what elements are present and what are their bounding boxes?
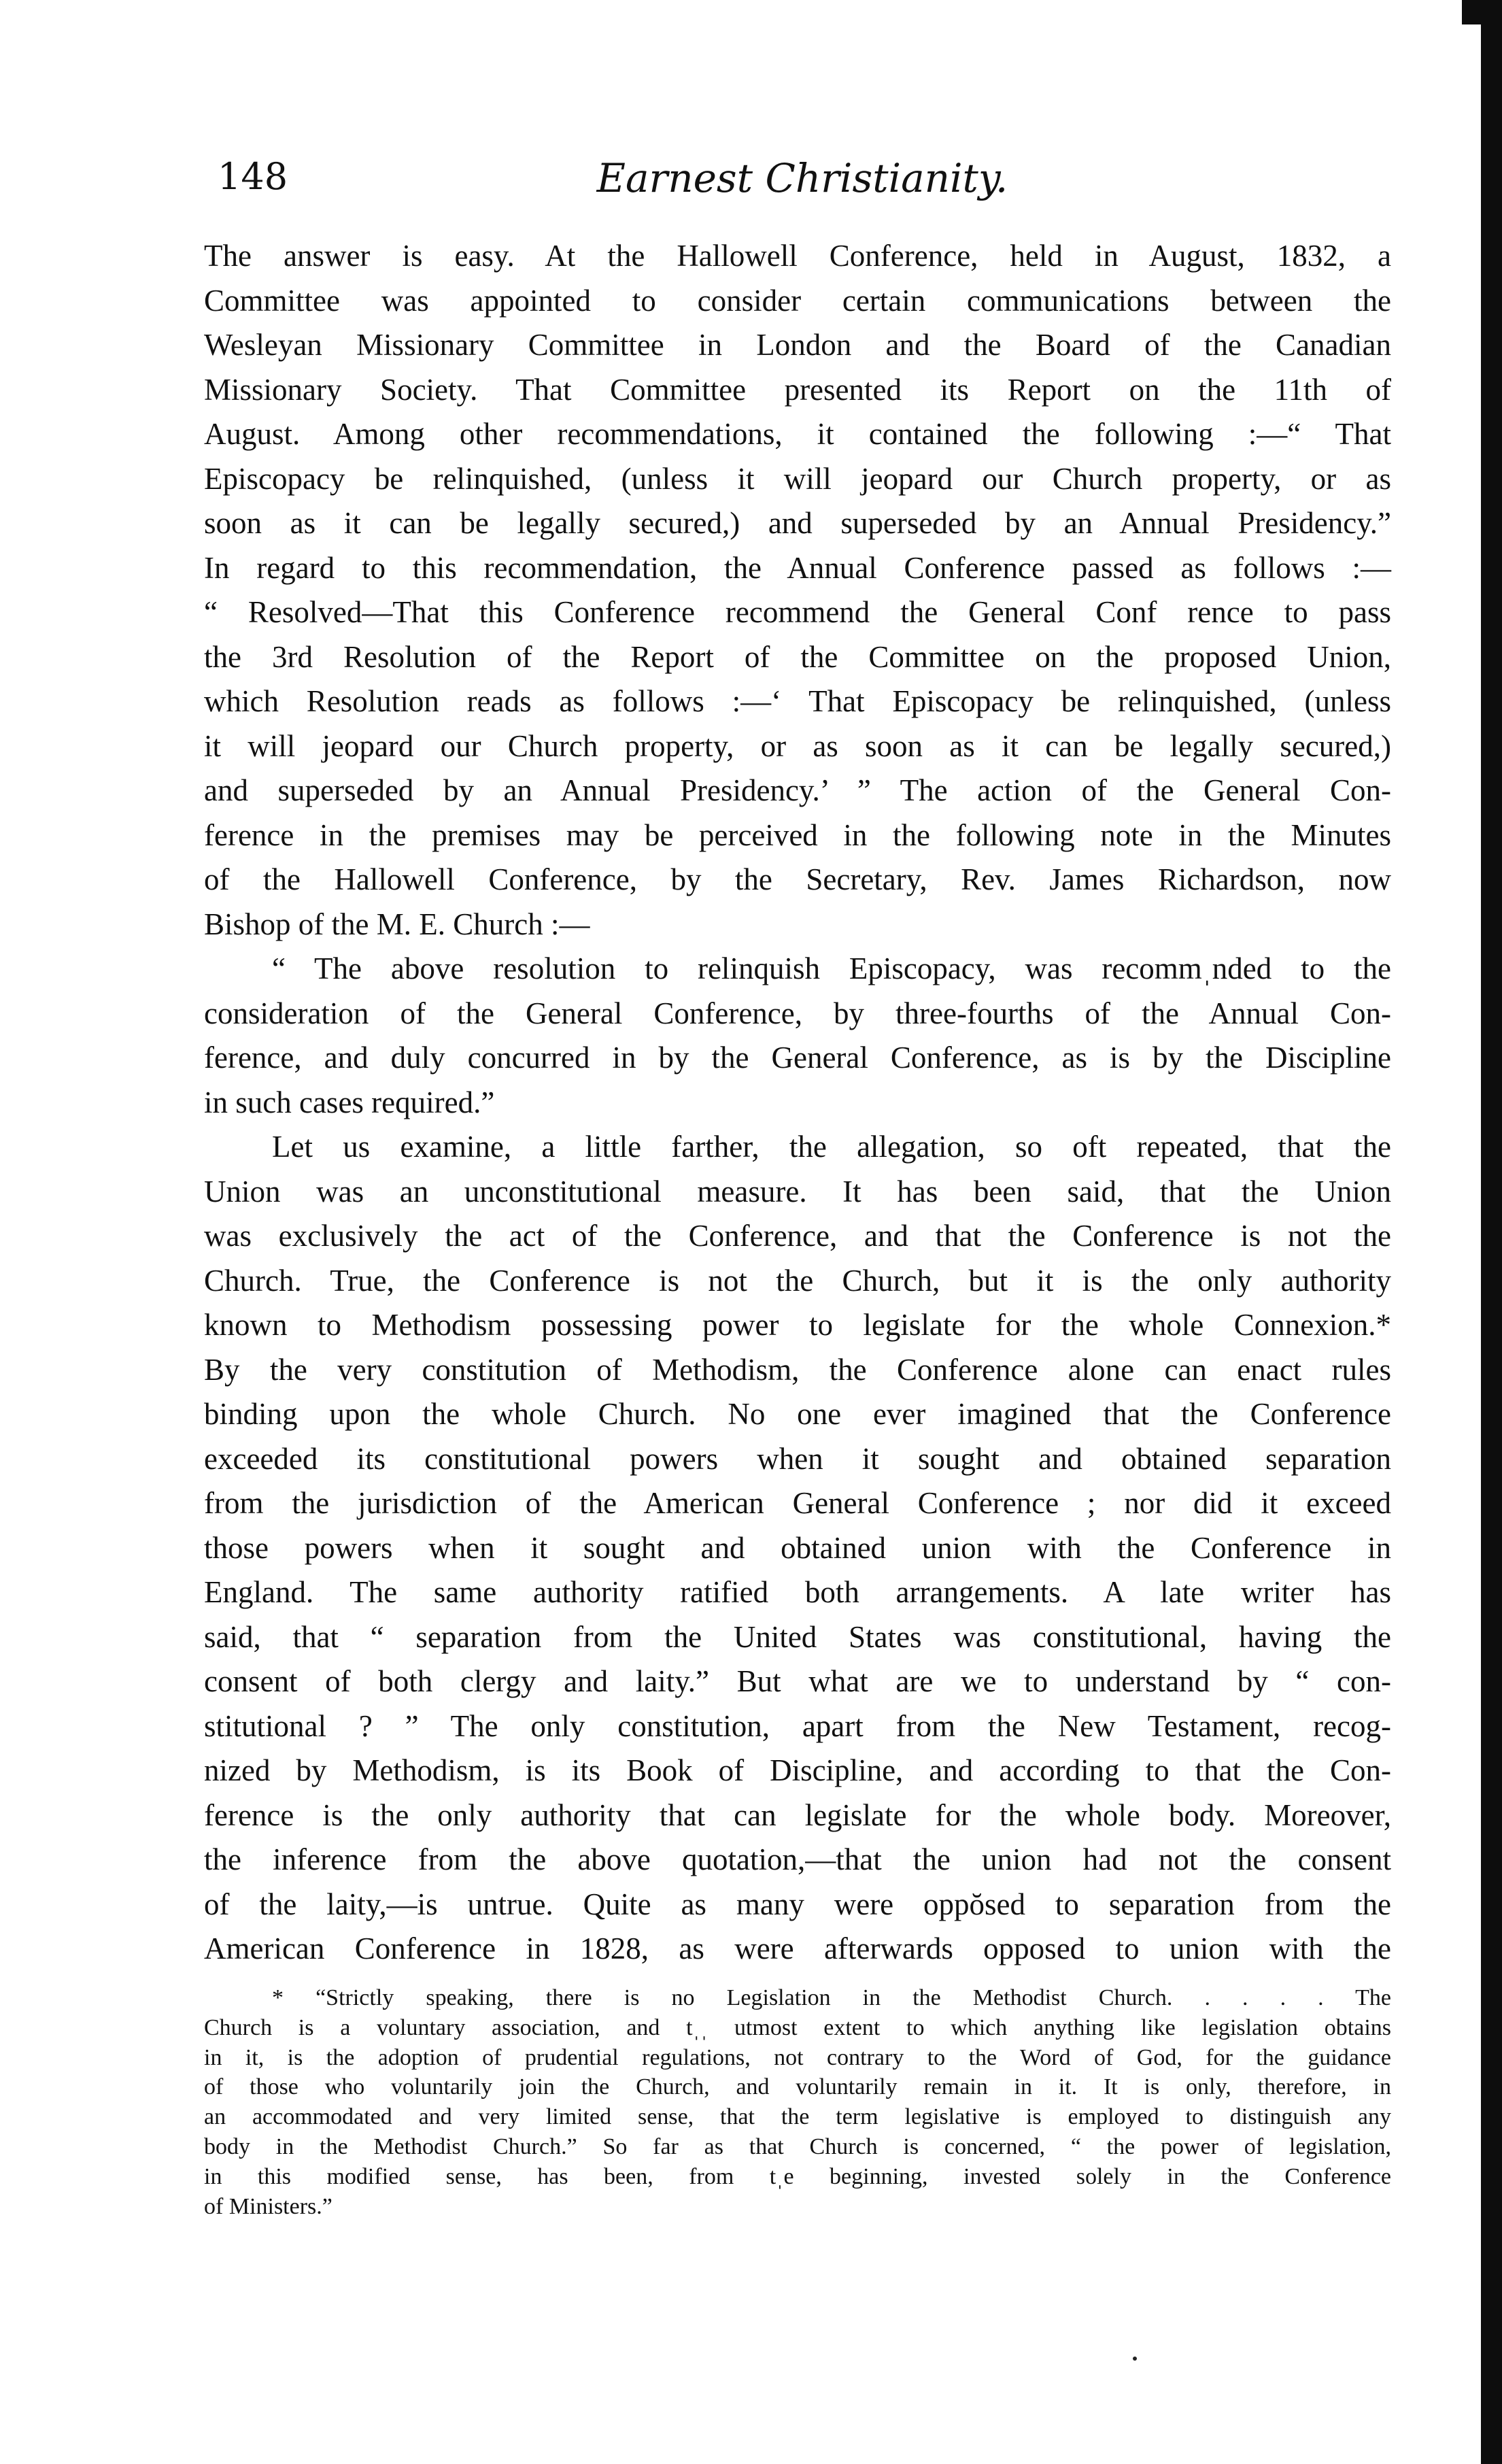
ink-speck — [1133, 2357, 1137, 2361]
page-edge-corner — [1462, 0, 1502, 24]
body-line: Bishop of the M. E. Church :— — [204, 907, 590, 941]
body-text — [204, 234, 1391, 1972]
body-line: of the laity,—is untrue. Quite as many were oppŏsed to separation from the — [204, 1887, 1391, 1921]
body-line: it will jeopard our Church property, or as soon as it can be legally secured,) — [204, 728, 1391, 763]
body-line: the inference from the above quotation,—that the union had not the consent — [204, 1842, 1391, 1876]
footnote-line: of Ministers.” — [204, 2193, 332, 2219]
body-line: in such cases required.” — [204, 1085, 495, 1119]
body-line: “ The above resolution to relinquish Episcopacy, was recommˌnded to the — [272, 951, 1391, 985]
body-line: ference, and duly concurred in by the General Conference, as is by the Discipline — [204, 1041, 1391, 1075]
body-line: American Conference in 1828, as were afterwards opposed to union with the — [204, 1931, 1391, 1965]
body-line: of the Hallowell Conference, by the Secretary, Rev. James Richardson, now — [204, 862, 1391, 896]
footnote — [204, 1983, 1391, 2221]
body-line: Church. True, the Conference is not the Church, but it is the only authority — [204, 1263, 1391, 1298]
body-line: the 3rd Resolution of the Report of the Committee on the proposed Union, — [204, 639, 1391, 674]
body-line: said, that “ separation from the United States was constitutional, having the — [204, 1619, 1391, 1654]
body-line: soon as it can be legally secured,) and superseded by an Annual Presidency.” — [204, 506, 1391, 540]
body-line: Wesleyan Missionary Committee in London and the Board of the Canadian — [204, 328, 1391, 362]
body-line: and superseded by an Annual Presidency.’ ” The action of the General Con- — [204, 773, 1391, 807]
body-line: Let us examine, a little farther, the allegation, so oft repeated, that the — [272, 1130, 1391, 1164]
body-line: consent of both clergy and laity.” But what are we to understand by “ con- — [204, 1664, 1391, 1698]
body-line: Union was an unconstitutional measure. It has been said, that the Union — [204, 1174, 1391, 1209]
footnote-line: an accommodated and very limited sense, that the term legislative is employed to distinguish any — [204, 2104, 1391, 2130]
body-line: By the very constitution of Methodism, the Conference alone can enact rules — [204, 1352, 1391, 1387]
body-line: Committee was appointed to consider certain communications between the — [204, 283, 1391, 318]
footnote-line: in this modified sense, has been, from tˌe beginning, invested solely in the Conference — [204, 2163, 1391, 2189]
body-line: those powers when it sought and obtained union with the Conference in — [204, 1530, 1391, 1565]
body-line: Missionary Society. That Committee presented its Report on the 11th of — [204, 372, 1391, 407]
footnote-line: of those who voluntarily join the Church, and voluntarily remain in it. It is only, therefore, in — [204, 2074, 1391, 2100]
body-line: ference in the premises may be perceived in the following note in the Minutes — [204, 817, 1391, 852]
body-line: known to Methodism possessing power to legislate for the whole Connexion.* — [204, 1308, 1391, 1342]
footnote-line: in it, is the adoption of prudential regulations, not contrary to the Word of God, for the guidance — [204, 2044, 1391, 2070]
body-line: Episcopacy be relinquished, (unless it will jeopard our Church property, or as — [204, 461, 1391, 496]
body-line: was exclusively the act of the Conference, and that the Conference is not the — [204, 1219, 1391, 1253]
body-line: exceeded its constitutional powers when it sought and obtained separation — [204, 1441, 1391, 1476]
page-number: 148 — [218, 155, 288, 198]
footnote-line: body in the Methodist Church.” So far as that Church is concerned, “ the power of legislation, — [204, 2133, 1391, 2159]
body-line: ference is the only authority that can legislate for the whole body. Moreover, — [204, 1798, 1391, 1832]
footnote-line: Church is a voluntary association, and tˌˌ utmost extent to which anything like legislation obtains — [204, 2014, 1391, 2040]
body-line: stitutional ? ” The only constitution, apart from the New Testament, recog- — [204, 1708, 1391, 1743]
body-line: from the jurisdiction of the American General Conference ; nor did it exceed — [204, 1486, 1391, 1520]
body-line: consideration of the General Conference, by three-fourths of the Annual Con- — [204, 996, 1391, 1030]
body-line: “ Resolved—That this Conference recommend the General Conf rence to pass — [204, 595, 1391, 629]
page-edge-shadow — [1481, 0, 1502, 2464]
body-line: In regard to this recommendation, the Annual Conference passed as follows :— — [204, 550, 1391, 585]
body-line: binding upon the whole Church. No one ever imagined that the Conference — [204, 1397, 1391, 1431]
footnote-line: * “Strictly speaking, there is no Legislation in the Methodist Church. . . . . The — [272, 1985, 1391, 2010]
body-line: nized by Methodism, is its Book of Discipline, and according to that the Con- — [204, 1753, 1391, 1787]
body-line: England. The same authority ratified both arrangements. A late writer has — [204, 1575, 1391, 1609]
body-line: August. Among other recommendations, it contained the following :—“ That — [204, 417, 1391, 451]
body-line: which Resolution reads as follows :—‘ That Episcopacy be relinquished, (unless — [204, 684, 1391, 718]
body-line: The answer is easy. At the Hallowell Conference, held in August, 1832, a — [204, 239, 1391, 273]
page-header — [218, 155, 1387, 216]
running-title: Earnest Christianity. — [596, 155, 1008, 201]
